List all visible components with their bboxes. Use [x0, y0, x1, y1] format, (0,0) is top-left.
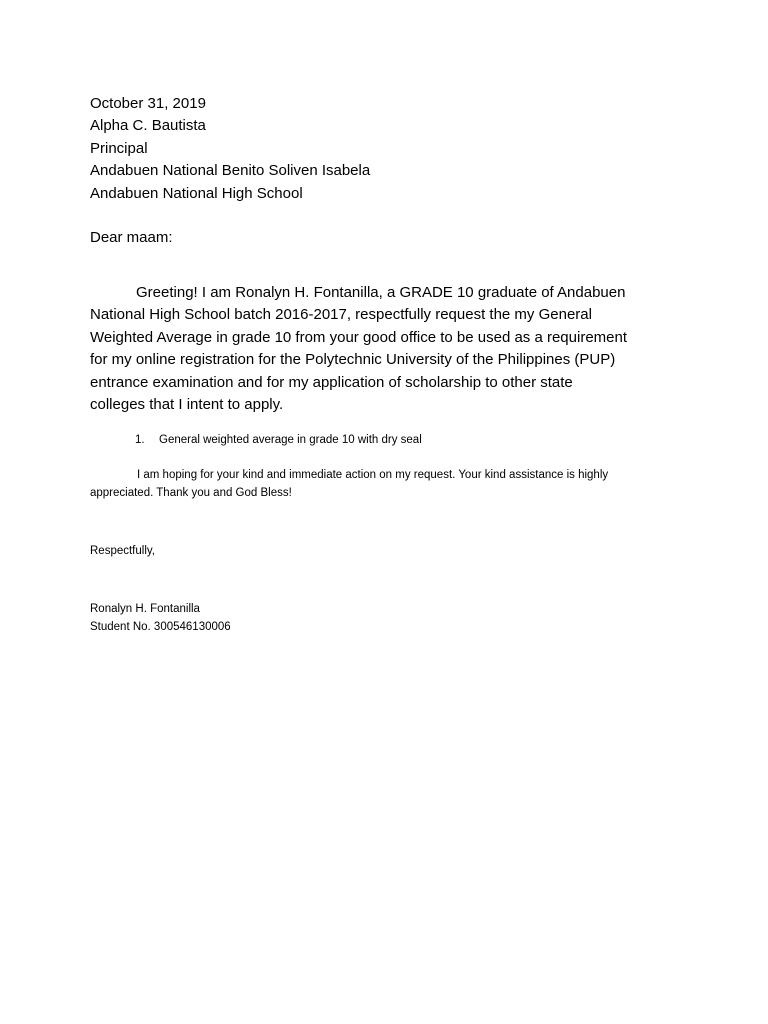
signature-block — [90, 600, 231, 636]
body-line: Greeting! I am Ronalyn H. Fontanilla, a GRADE 10 graduate of Andabuen — [136, 284, 626, 301]
recipient-title: Principal — [90, 139, 148, 157]
sender-name: Ronalyn H. Fontanilla — [90, 603, 200, 615]
body-line: National High School batch 2016-2017, respectfully request the my General — [90, 306, 592, 324]
list-item — [135, 431, 422, 449]
body-paragraph — [90, 282, 690, 416]
recipient-school: Andabuen National High School — [90, 184, 303, 202]
body-line: entrance examination and for my application of scholarship to other state — [90, 373, 573, 391]
recipient-name: Alpha C. Bautista — [90, 117, 206, 135]
salutation: Dear maam: — [90, 229, 173, 246]
letter-date: October 31, 2019 — [90, 95, 206, 112]
list-item-text: General weighted average in grade 10 with dry seal — [159, 434, 422, 446]
closing-line: I am hoping for your kind and immediate action on my request. Your kind assistance is highly — [137, 469, 609, 481]
closing-paragraph — [90, 466, 710, 502]
letter-header — [90, 93, 710, 205]
student-number: Student No. 300546130006 — [90, 621, 231, 633]
body-line: Weighted Average in grade 10 from your good office to be used as a requirement — [90, 328, 628, 346]
signoff: Respectfully, — [90, 545, 155, 557]
list-item-number: 1. — [135, 434, 145, 446]
closing-line: appreciated. Thank you and God Bless! — [90, 487, 292, 499]
body-line: for my online registration for the Polytechnic University of the Philippines (PUP) — [90, 351, 616, 369]
body-line: colleges that I intent to apply. — [90, 396, 284, 414]
recipient-address: Andabuen National Benito Soliven Isabela — [90, 162, 371, 180]
